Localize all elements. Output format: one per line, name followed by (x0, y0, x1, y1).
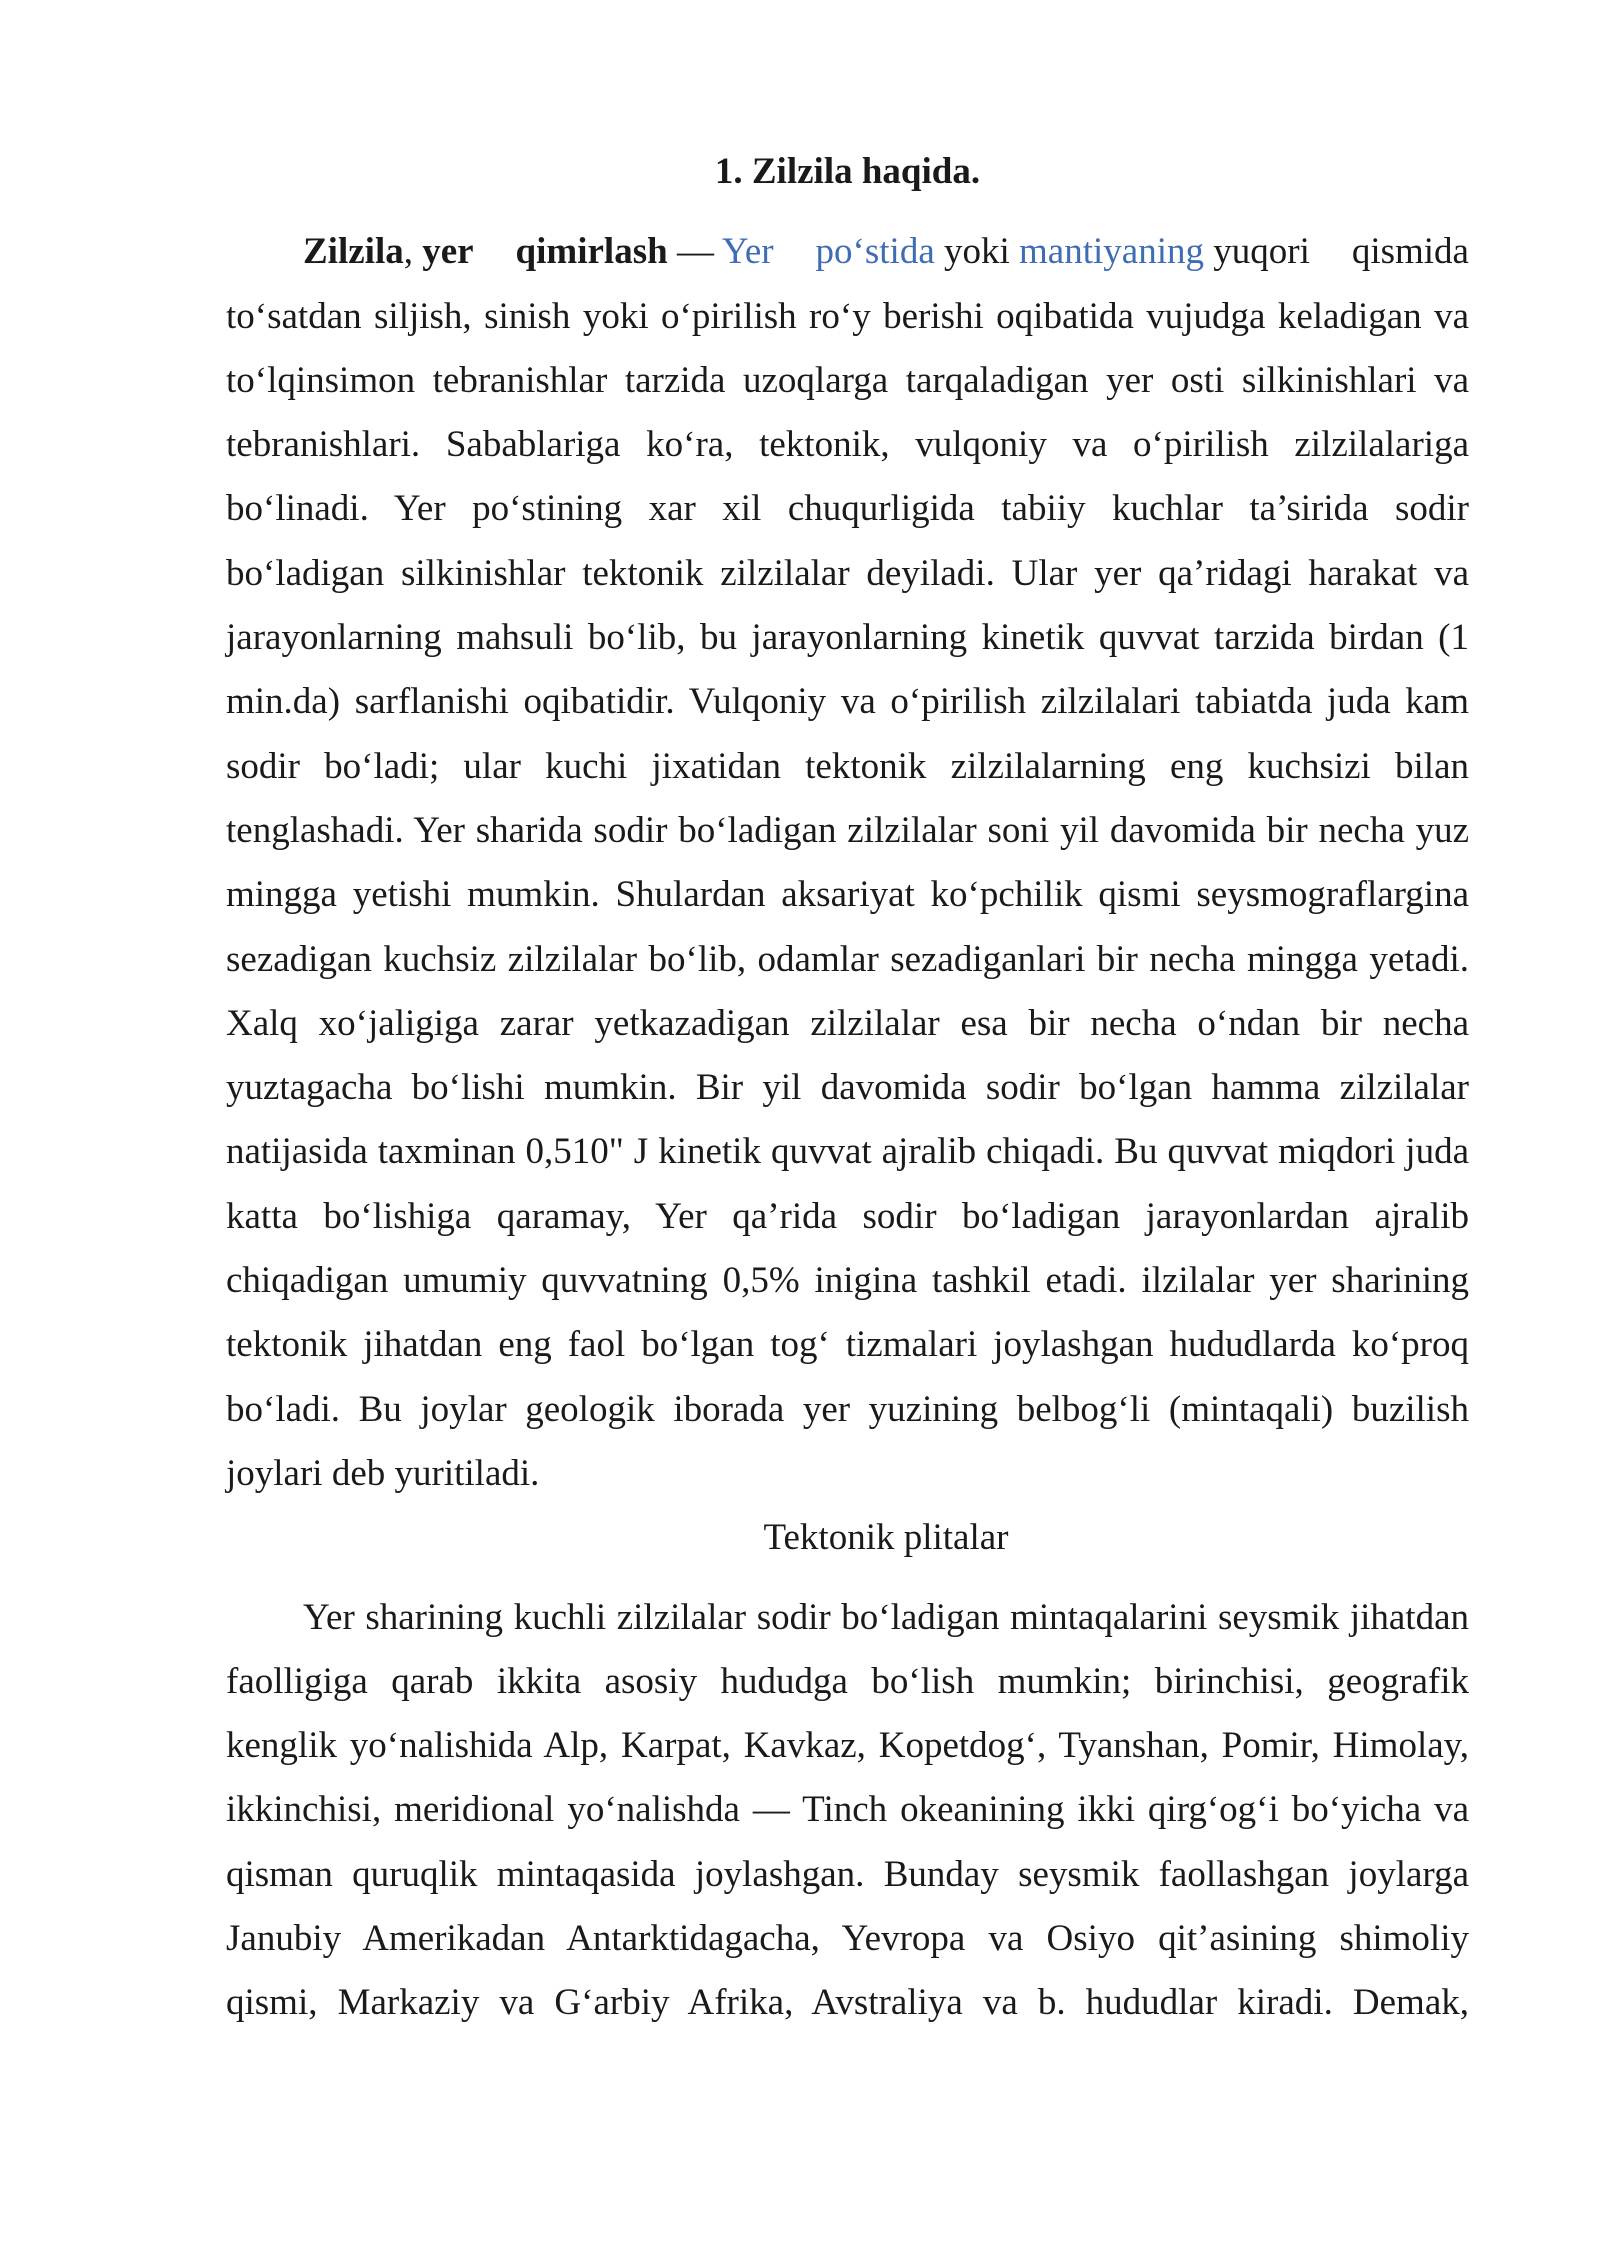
lead-group (816, 220, 1310, 284)
paragraph-line: natijasida taxminan 0,510" J kinetik quvvat ajralib chiqadi. Bu quvvat miqdori juda (226, 1131, 1469, 1173)
paragraph-line: bo‘linadi. Yer po‘stining xar xil chuqurligida tabiiy kuchlar ta’sirida sodir (226, 488, 1469, 530)
paragraph-line: tenglashadi. Yer sharida sodir bo‘ladigan zilzilalar soni yil davomida bir necha yuz (226, 809, 1469, 851)
term-bold: Zilzila (303, 231, 404, 273)
paragraph-line: jarayonlarning mahsuli bo‘lib, bu jarayonlarning kinetik quvvat tarzida birdan (1 (226, 617, 1469, 659)
synonym-bold: qimirlash (515, 231, 668, 273)
lead-group (303, 220, 474, 284)
paragraph-line: tektonik jihatdan eng faol bo‘lgan tog‘ tizmalari joylashgan hududlarda ko‘proq (226, 1324, 1469, 1366)
paragraph-line: tebranishlari. Sabablariga ko‘ra, tektonik, vulqoniy va o‘pirilish zilzilalariga (226, 424, 1469, 466)
lead-word: qismida (1351, 231, 1469, 273)
comma: , (403, 231, 413, 273)
conjunction: yoki (944, 231, 1010, 273)
paragraph-line: faolligiga qarab ikkita asosiy hududga bo‘lish mumkin; birinchisi, geografik (226, 1660, 1469, 1702)
link-yer-postida[interactable]: po‘stida (815, 231, 935, 273)
paragraph-line: Janubiy Amerikadan Antarktidagacha, Yevropa va Osiyo qit’asining shimoliy (226, 1918, 1469, 1960)
subsection-heading: Tektonik plitalar (763, 1517, 1009, 1559)
paragraph-line: qisman quruqlik mintaqasida joylashgan. Bunday seysmik faollashgan joylarga (226, 1853, 1469, 1895)
link-yer-postida[interactable]: Yer (721, 231, 774, 273)
link-mantiyaning[interactable]: mantiyaning (1019, 231, 1204, 273)
paragraph-line: to‘lqinsimon tebranishlar tarzida uzoqlarga tarqaladigan yer osti silkinishlari va (226, 359, 1469, 401)
synonym-bold: yer (422, 231, 474, 273)
paragraph-line: sodir bo‘ladi; ular kuchi jixatidan tektonik zilzilalarning eng kuchsizi bilan (226, 745, 1469, 787)
paragraph-line: qismi, Markaziy va G‘arbiy Afrika, Avstraliya va b. hududlar kiradi. Demak, (226, 1982, 1469, 2024)
paragraph-line: yuztagacha bo‘lishi mumkin. Bir yil davomida sodir bo‘lgan hamma zilzilalar (226, 1067, 1469, 1109)
dash: — (676, 231, 714, 273)
paragraph-line: sezadigan kuchsiz zilzilalar bo‘lib, odamlar sezadiganlari bir necha mingga yetadi. (226, 938, 1469, 980)
page-content (226, 140, 1469, 2036)
section-heading: 1. Zilzila haqida. (714, 151, 981, 192)
paragraph-line: katta bo‘lishiga qaramay, Yer qa’rida sodir bo‘ladigan jarayonlardan ajralib (226, 1195, 1469, 1237)
lead-word: yuqori (1213, 231, 1310, 273)
paragraph-line: to‘satdan siljish, sinish yoki o‘pirilish ro‘y berishi oqibatida vujudga keladigan va (226, 295, 1469, 337)
paragraph-tectonic-plates (226, 1586, 1469, 2036)
paragraph-line: kenglik yo‘nalishida Alp, Karpat, Kavkaz, Kopetdog‘, Tyanshan, Pomir, Himolay, (226, 1725, 1469, 1767)
paragraph-line: mingga yetishi mumkin. Shulardan aksariyat ko‘pchilik qismi seysmograflargina (226, 874, 1469, 916)
paragraph-line: Yer sharining kuchli zilzilalar sodir bo‘ladigan mintaqalarini seysmik jihatdan (303, 1596, 1469, 1638)
paragraph-line: joylari deb yuritiladi. (226, 1452, 540, 1494)
lead-group (516, 220, 774, 284)
paragraph-line: Xalq xo‘jaligiga zarar yetkazadigan zilzilalar esa bir necha o‘ndan bir necha (226, 1002, 1469, 1044)
paragraph-line: bo‘ladigan silkinishlar tektonik zilzilalar deyiladi. Ular yer qa’ridagi harakat va (226, 552, 1469, 594)
paragraph-line: ikkinchisi, meridional yo‘nalishda — Tinch okeanining ikki qirg‘og‘i bo‘yicha va (226, 1789, 1469, 1831)
paragraph-line: min.da) sarflanishi oqibatidir. Vulqoniy va o‘pirilish zilzilalari tabiatda juda kam (226, 681, 1469, 723)
paragraph-lead-line (226, 220, 1469, 284)
paragraph-earthquake-definition (226, 220, 1469, 1506)
paragraph-line: chiqadigan umumiy quvvatning 0,5% inigina tashkil etadi. ilzilalar yer sharining (226, 1260, 1469, 1302)
paragraph-line: bo‘ladi. Bu joylar geologik iborada yer yuzining belbog‘li (mintaqali) buzilish (226, 1388, 1469, 1430)
lead-group (1352, 220, 1469, 284)
